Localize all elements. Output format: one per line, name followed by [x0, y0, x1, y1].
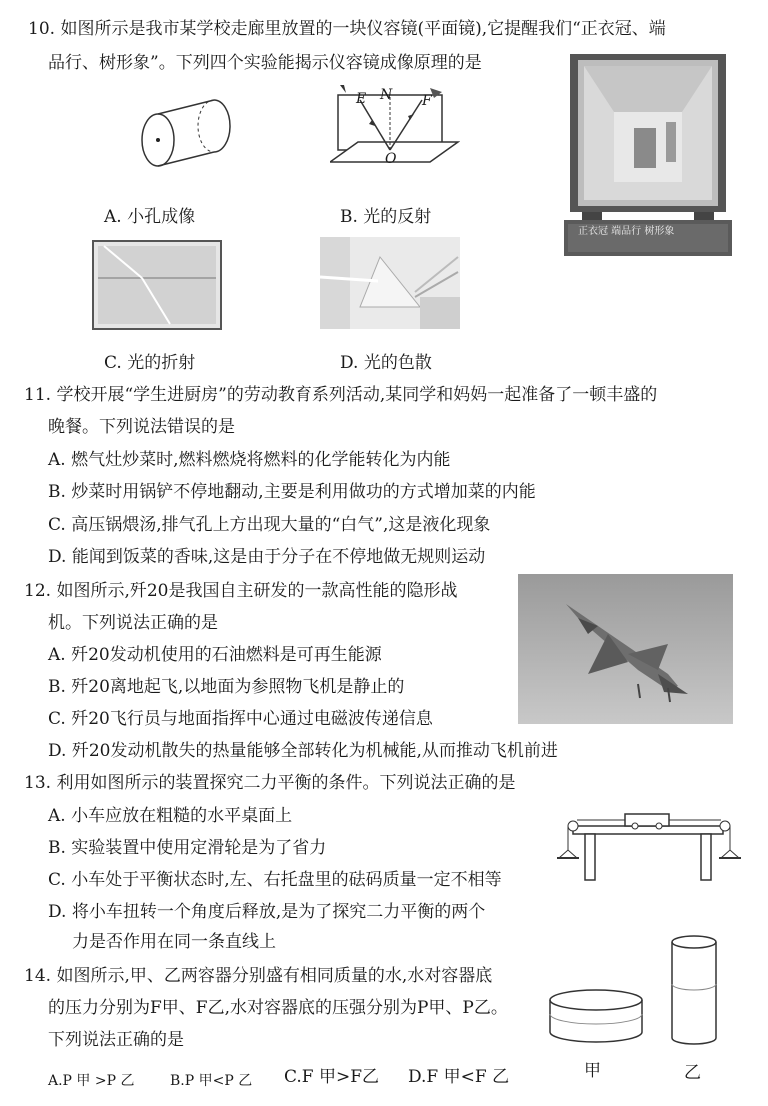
q12-option-a: A. 歼20发动机使用的石油燃料是可再生能源 — [48, 645, 382, 665]
q10-stem-line2: 品行、树形象”。下列四个实验能揭示仪容镜成像原理的是 — [48, 53, 482, 73]
container-label-jia: 甲 — [584, 1061, 601, 1081]
q14-option-b: B.P 甲<P 乙 — [170, 1073, 253, 1089]
fig-label-o: O — [385, 151, 397, 167]
containers-figure — [546, 934, 736, 1054]
q11-option-b: B. 炒菜时用锅铲不停地翻动,主要是利用做功的方式增加菜的内能 — [48, 482, 536, 502]
q14-stem-line2: 的压力分别为F甲、F乙,水对容器底的压强分别为P甲、P乙。 — [48, 998, 508, 1018]
q13-option-d-line1: D. 将小车扭转一个角度后释放,是为了探究二力平衡的两个 — [48, 902, 486, 922]
q11-option-a: A. 燃气灶炒菜时,燃料燃烧将燃料的化学能转化为内能 — [48, 450, 451, 470]
q14-option-c: C.F 甲>F乙 — [284, 1067, 380, 1087]
container-label-yi: 乙 — [684, 1063, 701, 1083]
q10-option-a: A. 小孔成像 — [104, 207, 196, 227]
q12-stem-line1: 12. 如图所示,歼20是我国自主研发的一款高性能的隐形战 — [24, 581, 458, 601]
q11-stem-line2: 晚餐。下列说法错误的是 — [48, 417, 235, 437]
q12-option-b: B. 歼20离地起飞,以地面为参照物飞机是静止的 — [48, 677, 405, 697]
q10-option-d: D. 光的色散 — [340, 353, 432, 373]
fig-label-n: N — [380, 87, 393, 103]
fig-label-f: F — [422, 93, 432, 109]
q13-stem-line1: 13. 利用如图所示的装置探究二力平衡的条件。下列说法正确的是 — [24, 773, 516, 793]
refraction-photo — [92, 240, 222, 330]
q13-option-b: B. 实验装置中使用定滑轮是为了省力 — [48, 838, 327, 858]
q11-stem-line1: 11. 学校开展“学生进厨房”的劳动教育系列活动,某同学和妈妈一起准备了一顿丰盛的 — [24, 385, 658, 405]
q14-stem-line1: 14. 如图所示,甲、乙两容器分别盛有相同质量的水,水对容器底 — [24, 966, 493, 986]
q10-option-c: C. 光的折射 — [104, 353, 196, 373]
q13-option-d-line2: 力是否作用在同一条直线上 — [72, 932, 276, 952]
q12-option-c: C. 歼20飞行员与地面指挥中心通过电磁波传递信息 — [48, 709, 433, 729]
q14-option-a: A.P 甲 >P 乙 — [48, 1073, 135, 1089]
q13-option-c: C. 小车处于平衡状态时,左、右托盘里的砝码质量一定不相等 — [48, 870, 502, 890]
q11-option-d: D. 能闻到饭菜的香味,这是由于分子在不停地做无规则运动 — [48, 547, 486, 567]
mirror-caption: 正衣冠 端品行 树形象 — [578, 226, 675, 237]
q13-option-a: A. 小车应放在粗糙的水平桌面上 — [48, 806, 293, 826]
q10-stem-line1: 10. 如图所示是我市某学校走廊里放置的一块仪容镜(平面镜),它提醒我们“正衣冠、端 — [28, 19, 666, 39]
q14-option-d: D.F 甲<F 乙 — [408, 1067, 510, 1087]
balance-apparatus-figure — [555, 808, 745, 888]
j20-fighter-photo — [518, 574, 733, 724]
pinhole-cylinder-figure — [130, 88, 240, 178]
q14-stem-line3: 下列说法正确的是 — [48, 1030, 184, 1050]
dispersion-photo — [320, 237, 460, 329]
q12-option-d: D. 歼20发动机散失的热量能够全部转化为机械能,从而推动飞机前进 — [48, 741, 558, 761]
q11-option-c: C. 高压锅煨汤,排气孔上方出现大量的“白气”,这是液化现象 — [48, 515, 491, 535]
q10-option-b: B. 光的反射 — [340, 207, 432, 227]
fig-label-e: E — [356, 91, 367, 107]
q12-stem-line2: 机。下列说法正确的是 — [48, 613, 218, 633]
